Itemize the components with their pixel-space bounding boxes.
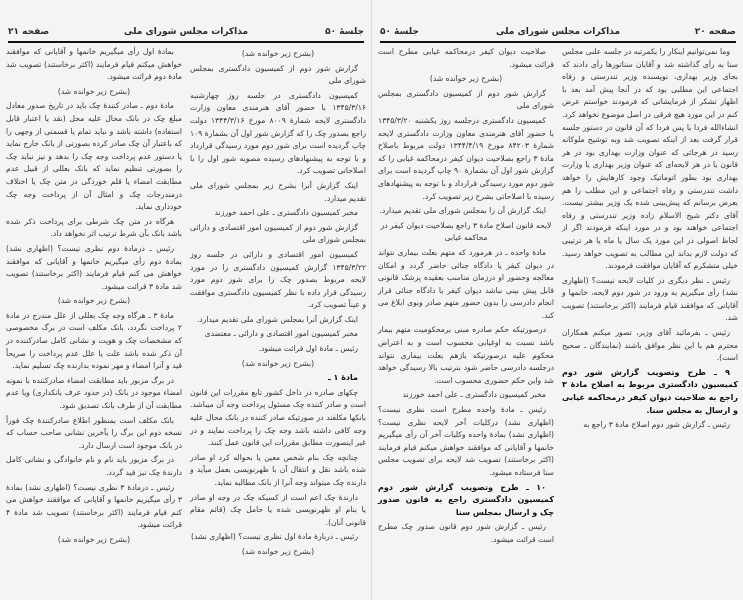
paragraph: درصورتیکه حکم صادره مبنی برمحکومیت متهم بیمار باشد نسبت به اوغیابی محسوب است و به اعتراض محکوم علیه درصورتیکه بازهم بعلت بیماری نتواند درجلسه دادرسی حاضر شود بترتیب بالا رسیدگی خواهد شد واین حکم حضوری محسوب است. <box>378 325 554 385</box>
publication-title: مذاکرات مجلس شورای ملی <box>495 27 621 37</box>
paragraph: کمیسیون دادگستری در جلسه روز چهارشنبه ۱۳۴۵/۳/۱۶ با حضور آقای هنرمندی معاون وزارت دادگستری لایحه شمارهٔ ۸۰۰۹ مورخ ۱۳۴۴/۳/۱۶ دولت راجع بصدور چک را که گزارش شور اول آن بشمارهٔ ۱۰۹ چاپ گردیده است برای شور دوم مورد رسیدگی قرارداد و با توجه به پیشنهادهای رسیده مصوبه شور اول را با اصلاحاتی تصویب کرد. <box>190 90 366 176</box>
paragraph: مادهٔ ۳ ـ هرگاه وجه چک بعللی از علل مندرج در مادهٔ ۲ پرداخت نگردد، بانک مکلف است در برگ مخصوصی که مشخصات چک و هویت و نشانی کامل صادرکننده در آن ذکر شده باشد علت یا علل عدم پرداخت را صریحاً قید و آنرا امضاء و مهر نموده بدارنده چک تسلیم نماید. <box>6 310 182 371</box>
paragraph: اینک گزارش آنرا بشرح زیر بمجلس شورای ملی تقدیم میدارد. <box>190 180 366 203</box>
stage-direction: (بشرح زیر خوانده شد) <box>241 358 315 368</box>
paragraph: صلاحیت دیوان کیفر درمحاکمه غیابی مطرح است قرائت میشود. <box>378 47 554 69</box>
session-number: جلسهٔ ۵۰ <box>325 27 364 37</box>
page-right <box>374 0 742 600</box>
paragraph: در برگ مزبور باید مطابقت امضاء صادرکننده با نمونه امضاء موجود در بانک (در حدود عرف بانکداری) ویا عدم مطابقت آن از طرف بانک تصدیق شود. <box>6 375 182 411</box>
paragraph: رئیس ـ گزارش شور دوم اصلاح مادهٔ ۳ راجع به <box>583 420 730 430</box>
stage-direction: لایحه قانون اصلاح مادهٔ ۳ راجع بصلاحیت دیوان کیفر در محاکمه غیابی <box>380 220 552 243</box>
paragraph: کمیسیون دادگستری درجلسه روز یکشنبه ۱۳۴۵/۳/۲۰ با حضور آقای هنرمندی معاون وزارت دادگستری لایحه شمارهٔ ۸۴۲۰۳ مورخ ۱۳۴۴/۴/۱۹ دولت مربوط باصلاح مادهٔ ۳ راجع بصلاحیت دیوان کیفر درمحاکمه غیابی را که گزارش شور اول آن بشمارهٔ ۹۰ چاپ گردیده است برای شور دوم مورد رسیدگی قرارداد و با توجه به پیشنهادهای رسیده با اصلاحاتی بشرح زیر تصویب کرد. <box>378 115 554 201</box>
paragraph: چکهای صادره در داخل کشور تابع مقررات این قانون است و صادر کننده چک مسئول پرداخت وجه آن میباشد. بانکها مکلفند در صورتیکه صادر کننده در بانک محال علیه وجه کافی داشته باشد وجه چک را پرداخت نمایند و در غیر اینصورت مطابق مقررات این قانون عمل کنند. <box>190 387 366 448</box>
paragraph: بانک مکلف است بمنظور اطلاع صادرکنندهٔ چک فوراً نسخه دوم این برگ را بآخرین نشانی صاحب حساب که در بانک موجود است ارسال دارد. <box>6 415 182 450</box>
paragraph: رئیس ـ درمادهٔ دوم نظری نیست؟ (اظهاری نشد) بمادهٔ دوم رأی میگیریم خانمها و آقایانی که موافقند خواهش می کنم قیام فرمایند (اکثر برخاستند) تصویب شد مادهٔ ۳ قرائت میشود. <box>6 243 182 291</box>
stage-direction: (بشرح زیر خوانده شد) <box>429 74 503 84</box>
stage-direction: (بشرح زیر خوانده شد) <box>57 534 131 544</box>
paragraph: رئیس ـ مادهٔ اول قرائت میشود. <box>258 344 358 354</box>
paragraph: دارندهٔ چک اعم است از کسیکه چک در وجه او صادر یا بنام او ظهرنویسی شده یا حامل چک (قائم مقام قانونی آنان). <box>190 492 366 527</box>
publication-title: مذاکرات مجلس شورای ملی <box>123 27 249 37</box>
paragraph: رئیس ـ دربارهٔ مادهٔ اول نظری نیست؟ (اظهاری نشد) <box>191 532 358 542</box>
paragraph: مادهٔ دوم ـ صادر کنندهٔ چک باید در تاریخ صدور معادل مبلغ چک در بانک محال علیه محل (نقد یا اعتبار قابل استفاده) داشته باشد و نباید تمام یا قسمتی از وجهی را که باعتبار آن چک صادر کرده بصورتی از بانک خارج نماید یا دستور عدم پرداخت وجه چک را بدهد و نیز نباید چک را بصورتی تنظیم نماید که بانک بعللی از قبیل عدم مطابقت امضاء یا قلم خوردگی در متن چک یا اختلاف درمندرجات چک و امثال آن از پرداخت وجه چک خودداری نماید. <box>6 101 182 212</box>
paragraph: رئیس ـ درمادهٔ ۳ نظری نیست؟ (اظهاری نشد) بمادهٔ ۳ رأی میگیریم خانمها و آقایانی که موافقند خواهش می کنم قیام فرمایند (اکثر برخاستند) تصویب شد مادهٔ ۴ قرائت میشود. <box>6 482 182 530</box>
paragraph: رئیس ـ نظر دیگری در کلیات لایحه نیست؟ (اظهاری نشد) رأی میگیریم به ورود در شور دوم لایحه، خانمها و آقایانی که موافقند قیام فرمایند (اکثر برخاستند) تصویب شد. <box>562 275 738 323</box>
running-header <box>380 25 736 43</box>
stage-direction: (بشرح زیر خوانده شد) <box>57 296 131 306</box>
page-number: صفحه ۲۱ <box>8 27 50 37</box>
paragraph: اینک گزارش آن را بمجلس شورای ملی تقدیم میدارد. <box>379 206 546 216</box>
paragraph: اینک گزارش آنرا بمجلس شورای ملی تقدیم میدارد. <box>196 314 358 324</box>
stage-direction: (بشرح زیر خوانده شد) <box>241 49 315 58</box>
text-column-right <box>562 46 738 434</box>
session-number: جلسهٔ ۵۰ <box>380 27 419 37</box>
paragraph: مادهٔ واحده ـ در هرمورد که متهم بعلت بیماری نتواند در دیوان کیفر یا دادگاه جنائی حاضر گردد و امکان معالجه وحضور او درزمان مناسب بعقیده پزشک قانونی قابل پیش بینی نباشد دیوان کیفر یا دادگاه جنائی قرار انجام دادرسی را بدون حضور متهم صادر وبوی ابلاغ می کند. <box>378 247 554 320</box>
paragraph: گزارش شور دوم از کمیسیون امور اقتصادی و دارائی بمجلس شورای ملی <box>190 222 366 245</box>
page-number: صفحه ۲۰ <box>694 27 736 37</box>
stage-direction: (بشرح زیر خوانده شد) <box>57 86 131 96</box>
text-column-left <box>378 46 554 549</box>
paragraph: وما نمی‌توانیم اینکار را یکمرتبه در جلسه علنی مجلس سنا به رأی گذاشته شد و آقایان سناتورها رأی دادند که بجای وزیر بهداری، نویسنده وزیر تندرستی و رفاه اجتماعی این مطلبی بود که در آنجا پیش آمد بعد با اظهار تشکر از فرمایشاتی که فرمودند خواستم عرض کنم در این مورد هیچ فرقی در اصل موضوع نخواهد کرد. انشاءالله فردا یا پس فردا که آن قانون در دستور جلسه قرار گرفت بعد از اینکه تصویب شد وبه توشیح ملوکانه رسید در هرجائی که عنوان وزارت بهداری بود در هر قانون یا در هر لایحه‌ای که عنوان وزیر بهداری یا وزارت بهداری بود بطور اتوماتیک وجود کارهایش را خواهد داشت تندرستی و رفاه اجتماعی و این مطلب را هم بعرض برسانم که پیش‌بینی شده یک وزیر بیشتر نیست. آقای دکتر شیخ الاسلام زاده وزیر تندرستی و رفاه اجتماعی خواهند بود و در مورد اینکه فرمودند اگر از لحاظ اصولی در این مورد یک سال یا ماه یا هر ترتیبی که دولت لازم بداند این مطالب به تصویب خواهد رسید. خیلی متشکرم که آقایان موافقت فرمودند. <box>562 47 738 271</box>
page-left <box>2 0 370 600</box>
paragraph: رئیس ـ مادهٔ واحده مطرح است نظری نیست؟ (اظهاری نشد) درکلیات آخر لایحه نظری نیست؟ (اظهاری نشد) بمادهٔ واحده وکلیات آخر آن رأی میگیریم خانمها و آقایانی که موافقند خواهش میکنم قیام فرمایند (اکثر برخاستند) تصویب شد لایحه برای تصویب مجلس سنا فرستاده میشود. <box>378 405 554 477</box>
paragraph: چنانچه چک بنام شخص معین یا بحواله کرد او صادر شده باشد نقل و انتقال آن با ظهرنویسی بعمل میآید و دارنده چک میتواند وجه آنرا از بانک مطالبه نماید. <box>190 452 366 487</box>
paragraph: بمادهٔ اول رأی میگیریم خانمها و آقایانی که موافقند خواهش میکنم قیام فرمایند (اکثر برخاستند) تصویب شد مادهٔ دوم قرائت میشود. <box>6 47 182 82</box>
section-heading: مادهٔ ۱ ـ <box>328 373 358 383</box>
paragraph: رئیس ـ گزارش شور دوم قانون صدور چک مطرح است قرائت میشود. <box>378 522 554 544</box>
section-heading: ۱۰ ـ طرح وتصویب گزارش شور دوم کمیسیون دادگستری راجع به قانون صدور چک و ارسال بمجلس سنا <box>378 482 554 517</box>
paragraph: مخبر کمیسیون امور اقتصادی و دارائی ـ معتضدی <box>204 329 358 339</box>
paragraph: کمیسیون امور اقتصادی و دارائی در جلسه روز ۱۳۴۵/۳/۲۲ گزارش کمیسیون دادگستری را در مورد لایحه مربوط بصدور چک را برای شور دوم مورد رسیدگی قرار داده با نظر کمیسیون دادگستری موافقت و عیناً تصویب کرد. <box>190 249 366 310</box>
page-gutter <box>371 0 372 600</box>
paragraph: هرگاه در متن چک شرطی برای پرداخت ذکر شده باشد بانک بآن شرط ترتیب اثر نخواهد داد. <box>6 216 182 239</box>
section-heading: ۹ ـ طرح وتصویب گزارش شور دوم کمیسیون دادگستری مربوط به اصلاح مادهٔ ۳ راجع به صلاحیت دیوان کیفر درمحاکمه غیابی و ارسال به مجلس سنا. <box>562 367 738 415</box>
paragraph: رئیس ـ بفرمائید آقای وزیر، تصور میکنم همکاران محترم هم با این نظر موافق باشند (نمایندگان ـ صحیح است). <box>562 328 738 363</box>
paragraph: مخبر کمیسیون دادگستری ـ علی احمد خورزند <box>214 208 358 218</box>
paragraph: گزارش شور دوم از کمیسیون دادگستری بمجلس شورای ملی <box>190 63 366 86</box>
stage-direction: (بشرح زیر خوانده شد) <box>241 546 315 556</box>
text-column-right <box>190 46 366 561</box>
paragraph: مخبر کمیسیون دادگستری ـ علی احمد خورزند <box>402 390 546 400</box>
text-column-left <box>6 46 182 549</box>
paragraph: گزارش شور دوم از کمیسیون دادگستری بمجلس شورای ملی <box>378 88 554 111</box>
paragraph: در برگ مزبور باید نام و نام خانوادگی و نشانی کامل دارندهٔ چک نیز قید گردد. <box>6 455 182 477</box>
running-header <box>8 25 364 43</box>
